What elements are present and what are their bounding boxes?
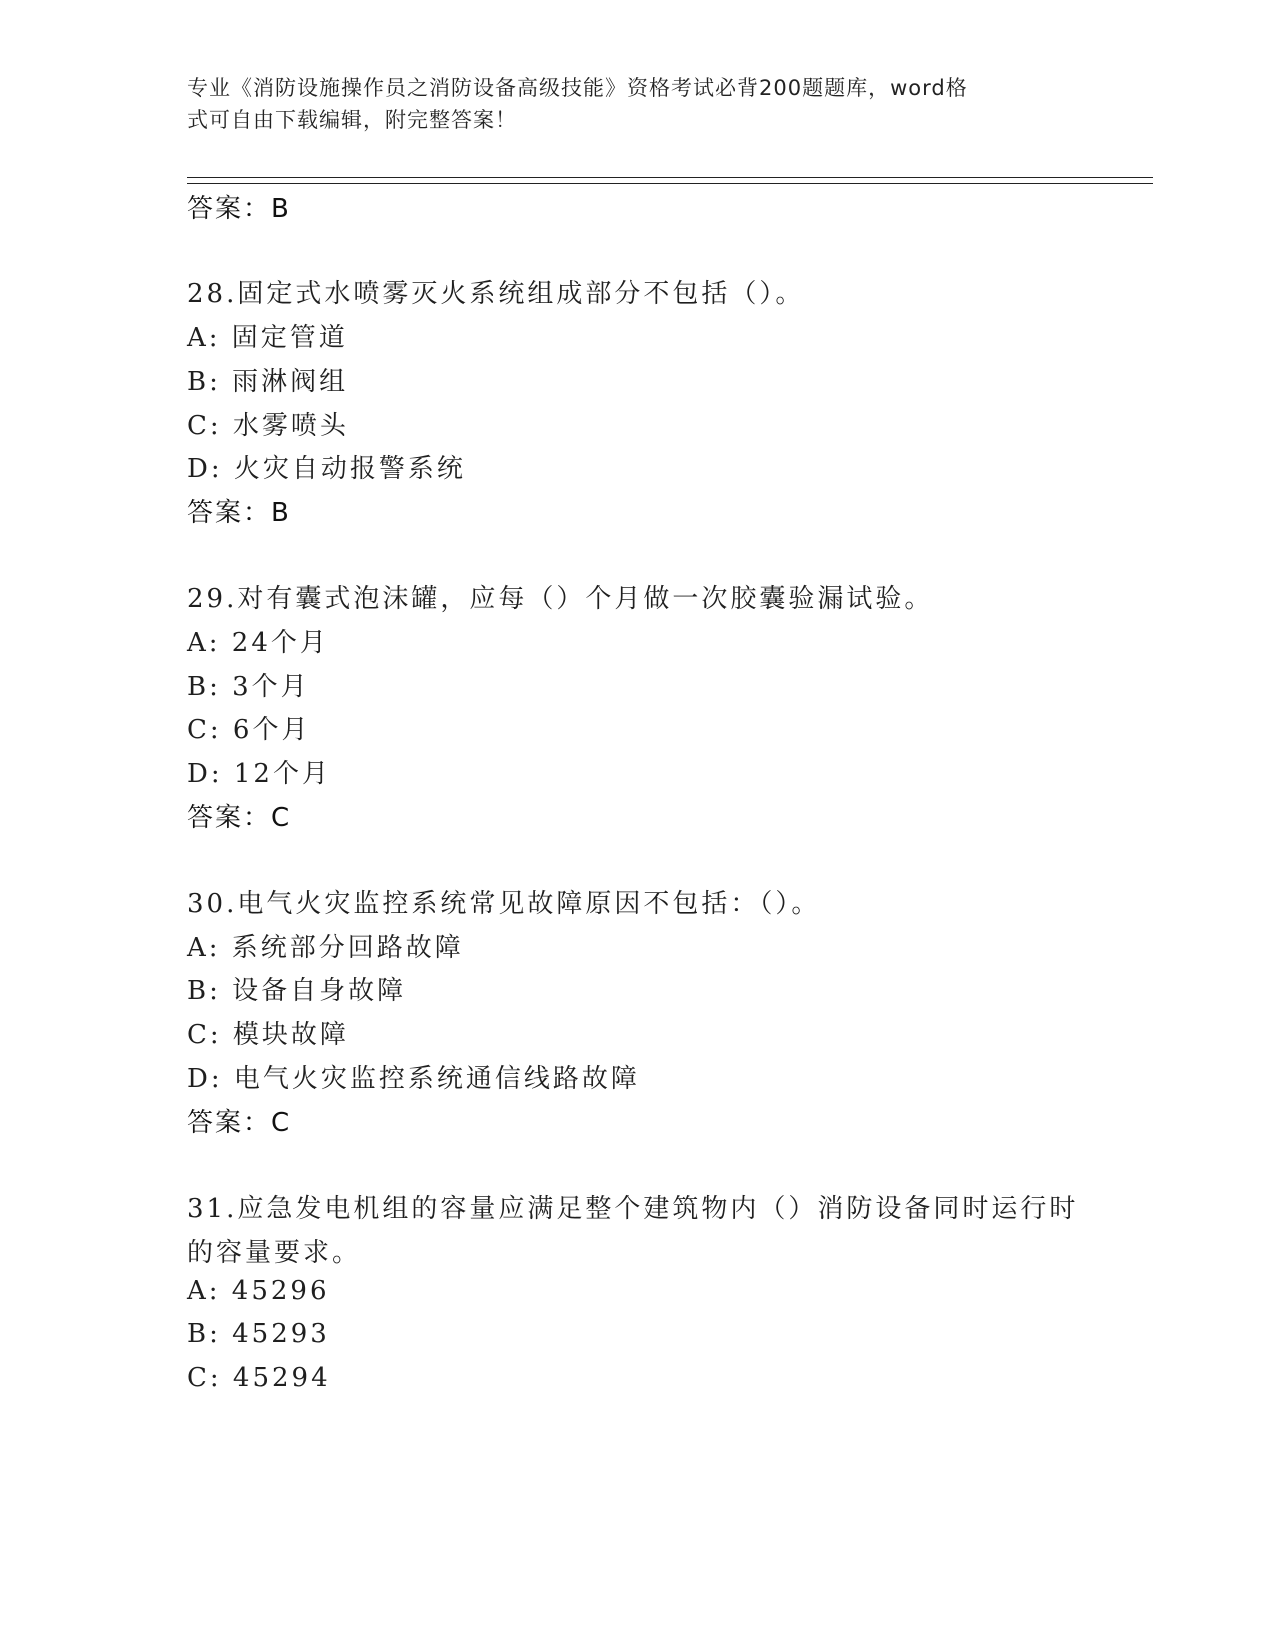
header-divider	[187, 177, 1153, 184]
question-28-stem: 28.固定式水喷雾灭火系统组成部分不包括（）。	[187, 279, 805, 309]
question-30-answer: 答案：C	[187, 1108, 292, 1138]
question-29-option-c: C: 6个月	[187, 715, 311, 745]
document-header	[187, 72, 1067, 136]
previous-answer: 答案：B	[187, 194, 291, 224]
question-28-option-a: A: 固定管道	[187, 323, 348, 353]
question-30-stem: 30.电气火灾监控系统常见故障原因不包括：（）。	[187, 889, 821, 919]
question-30-option-a: A: 系统部分回路故障	[187, 933, 464, 963]
question-29-option-d: D: 12个月	[187, 759, 331, 789]
question-30-option-d: D: 电气火灾监控系统通信线路故障	[187, 1064, 640, 1094]
question-31-option-a: A: 45296	[187, 1276, 330, 1306]
question-31-stem-line-2: 的容量要求。	[187, 1238, 362, 1268]
question-28-option-b: B: 雨淋阀组	[187, 367, 349, 397]
header-line-1: 专业《消防设施操作员之消防设备高级技能》资格考试必背200题题库，word格	[187, 76, 968, 100]
question-31-option-c: C: 45294	[187, 1363, 331, 1393]
question-30-option-b: B: 设备自身故障	[187, 976, 407, 1006]
question-29-stem: 29.对有囊式泡沫罐，应每（）个月做一次胶囊验漏试验。	[187, 584, 934, 614]
question-28-option-d: D: 火灾自动报警系统	[187, 454, 466, 484]
question-29-option-b: B: 3个月	[187, 672, 310, 702]
question-28-option-c: C: 水雾喷头	[187, 411, 349, 441]
question-28-answer: 答案：B	[187, 498, 291, 528]
question-30-option-c: C: 模块故障	[187, 1020, 349, 1050]
header-line-2: 式可自由下载编辑，附完整答案！	[187, 108, 517, 132]
question-31-option-b: B: 45293	[187, 1319, 330, 1349]
question-29-answer: 答案：C	[187, 803, 292, 833]
question-29-option-a: A: 24个月	[187, 628, 329, 658]
question-31-stem-line-1: 31.应急发电机组的容量应满足整个建筑物内（）消防设备同时运行时	[187, 1194, 1079, 1224]
